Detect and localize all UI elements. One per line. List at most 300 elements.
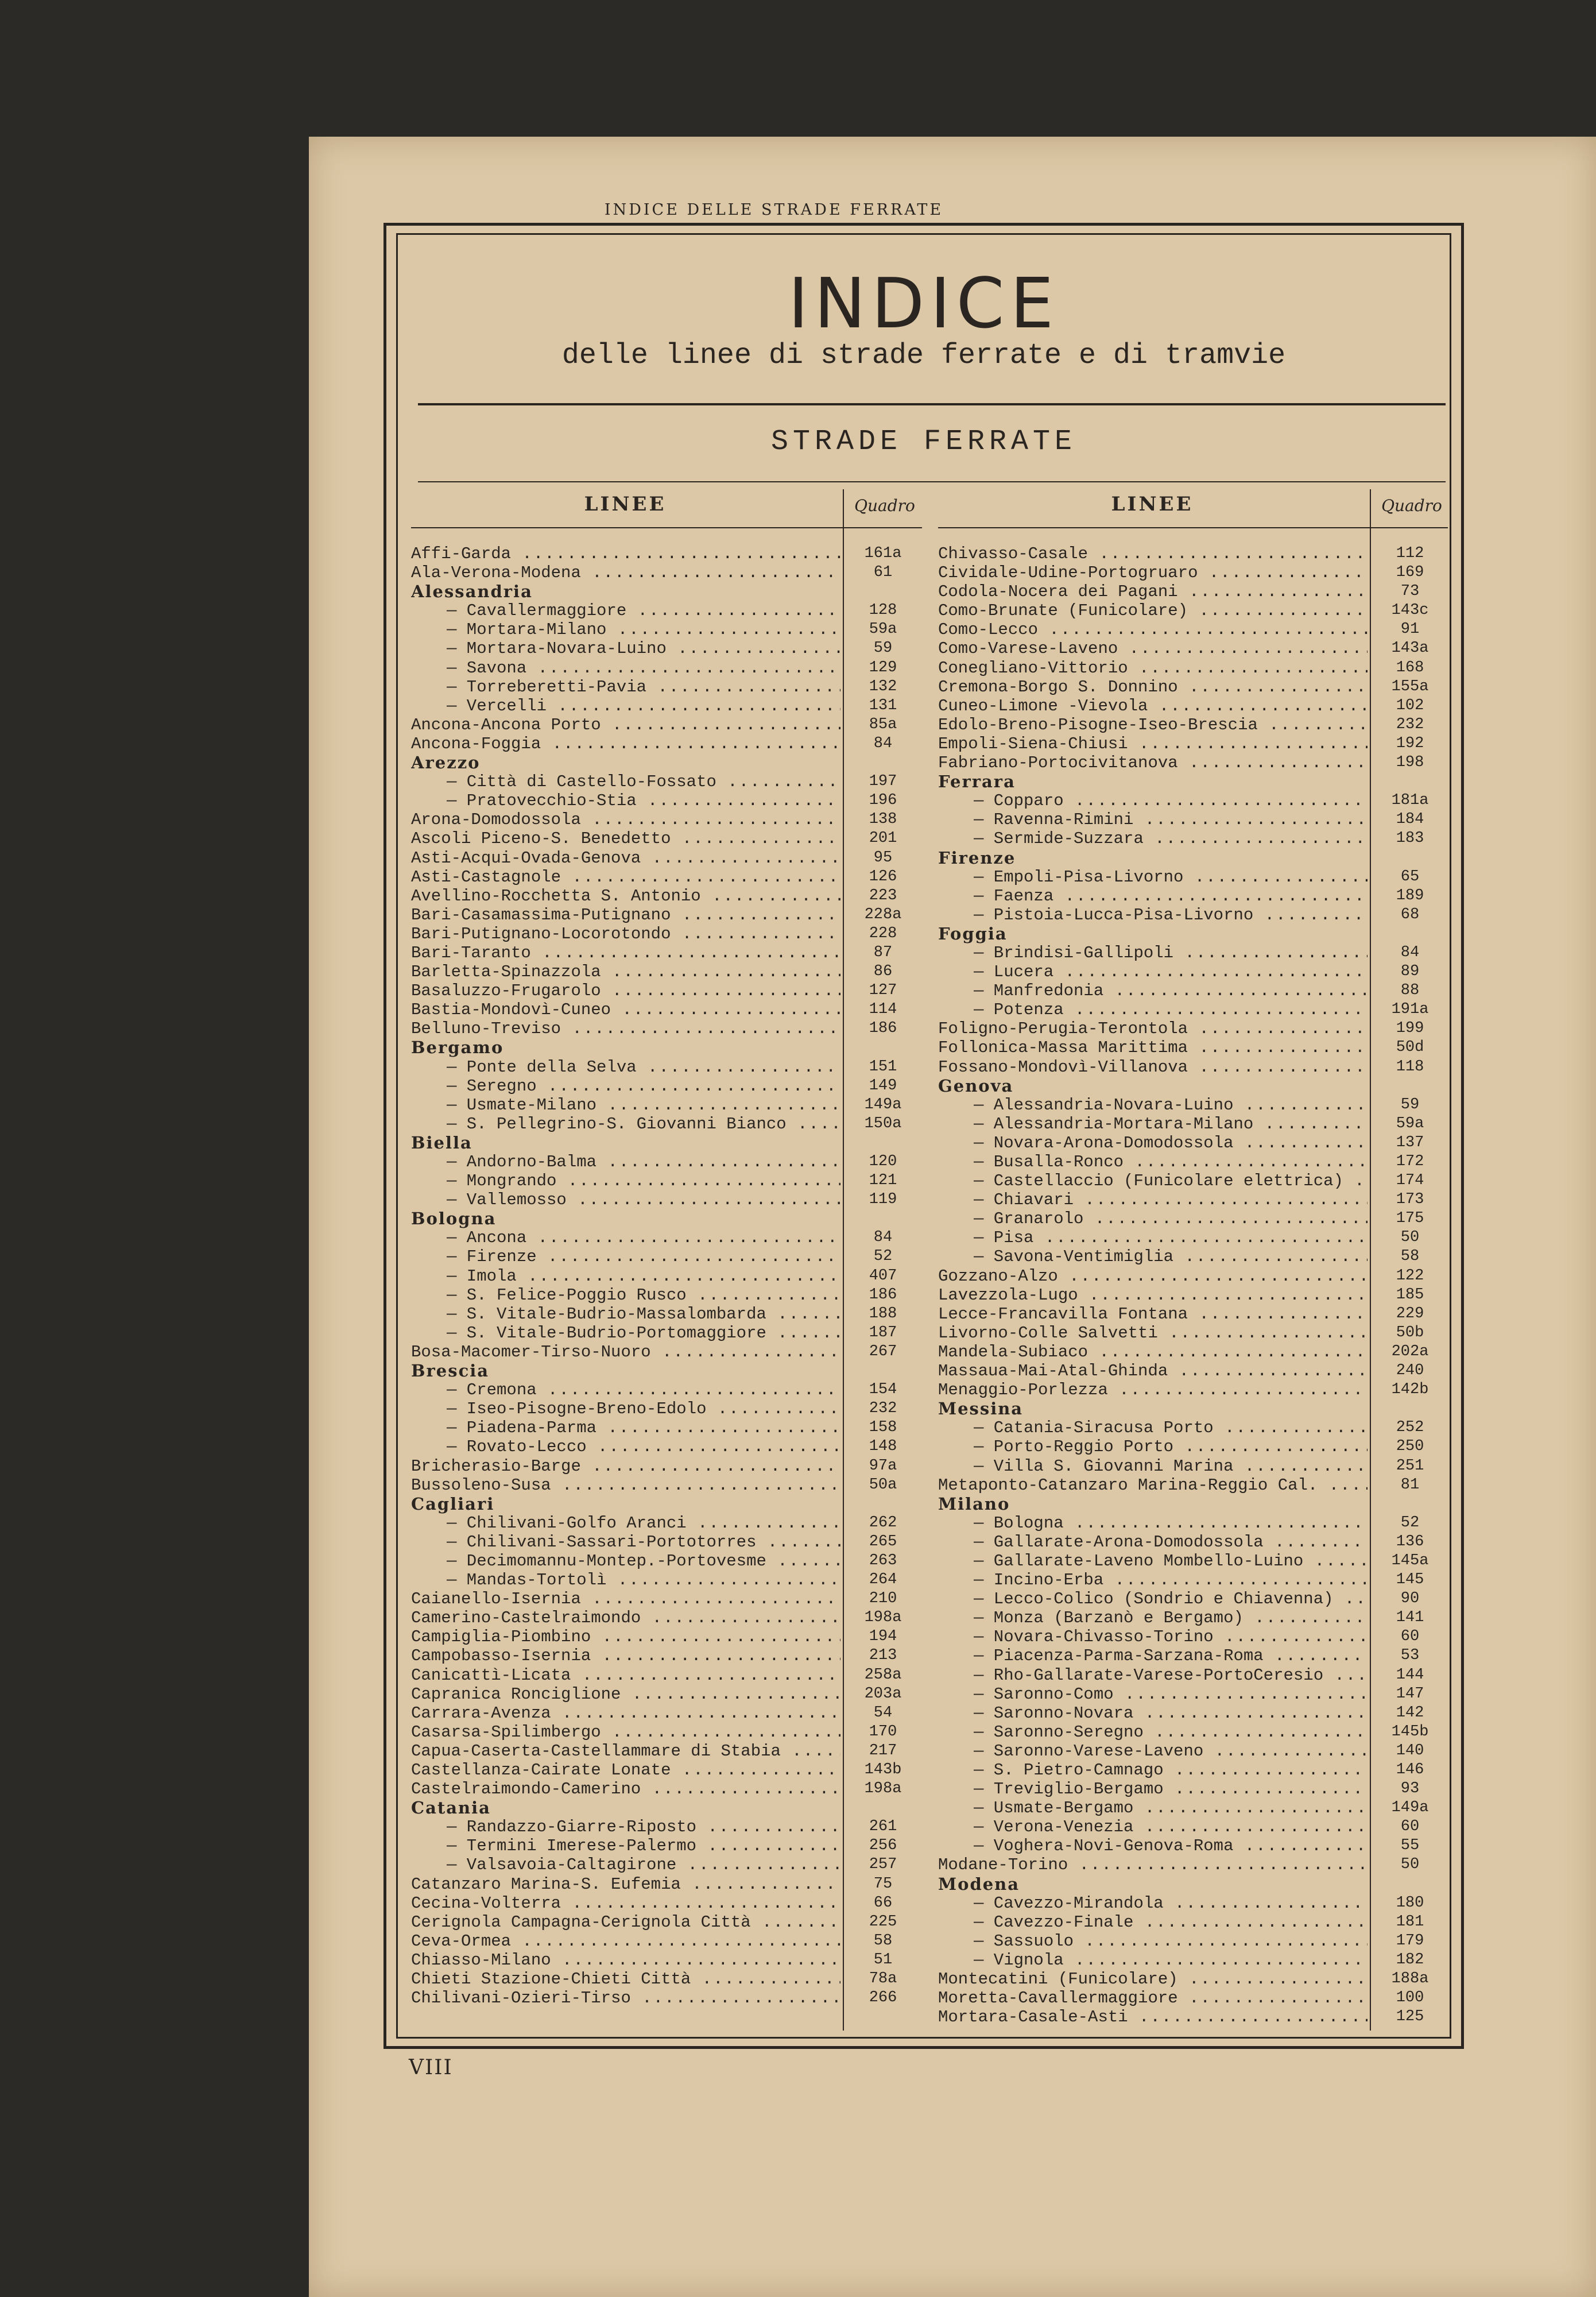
- quadro-number: 229: [1396, 1305, 1424, 1322]
- index-entry: [938, 2008, 1448, 2027]
- quadro-number: 54: [873, 1704, 893, 1722]
- quadro-number: 50b: [1396, 1324, 1424, 1341]
- index-entry: [411, 925, 922, 943]
- index-entry: [411, 981, 922, 1000]
- index-entry: [938, 1267, 1448, 1286]
- index-entry: [411, 659, 922, 678]
- line-name: — Potenza .....: [974, 1000, 1368, 1019]
- index-entry: [411, 601, 922, 620]
- line-name: — Cavezzo-Finale .....: [974, 1913, 1368, 1932]
- line-name: — Iseo-Pisogne-Breno-Edolo .....: [447, 1399, 840, 1418]
- line-name: — Pisa .....: [974, 1228, 1368, 1247]
- quadro-number: 191a: [1391, 1001, 1429, 1019]
- index-entry: [411, 1761, 922, 1780]
- line-name: Lecce-Francavilla Fontana .....: [938, 1305, 1368, 1324]
- line-name: Avellino-Rocchetta S. Antonio .....: [411, 887, 840, 906]
- index-group-heading: [411, 1038, 922, 1057]
- index-entry: [938, 1894, 1448, 1913]
- index-group-heading: [938, 1399, 1448, 1418]
- quadro-number: 127: [869, 982, 897, 1000]
- quadro-number: 192: [1396, 734, 1424, 752]
- index-entry: [938, 1780, 1448, 1799]
- quadro-number: 179: [1396, 1932, 1424, 1950]
- quadro-number: 73: [1400, 583, 1420, 601]
- index-entry: [411, 1571, 922, 1590]
- index-entry: [938, 791, 1448, 810]
- column-header-lines: LINEE: [584, 493, 667, 516]
- index-entry: [938, 1209, 1448, 1228]
- quadro-number: 225: [869, 1913, 897, 1931]
- line-name: — Pratovecchio-Stia .....: [447, 791, 840, 810]
- quadro-number: 188: [869, 1305, 897, 1322]
- line-name: Capranica Ronciglione .....: [411, 1685, 840, 1704]
- quadro-number: 147: [1396, 1685, 1424, 1703]
- index-group-heading: [411, 1362, 922, 1380]
- index-entry: [938, 697, 1448, 716]
- quadro-number: 50d: [1396, 1039, 1424, 1057]
- line-name: Codola-Nocera dei Pagani .....: [938, 582, 1368, 601]
- group-label: Messina: [938, 1399, 1024, 1419]
- line-name: — S. Felice-Poggio Rusco .....: [447, 1286, 840, 1305]
- line-name: — Villa S. Giovanni Marina .....: [974, 1457, 1368, 1476]
- quadro-number: 118: [1396, 1058, 1424, 1076]
- index-entry: [938, 659, 1448, 678]
- quadro-number: 197: [869, 773, 897, 791]
- line-name: — Usmate-Bergamo .....: [974, 1799, 1368, 1818]
- index-entry: [411, 1989, 922, 2008]
- index-entry: [938, 601, 1448, 620]
- line-name: Affi-Garda .....: [411, 544, 840, 563]
- quadro-number: 131: [869, 697, 897, 714]
- index-entry: [938, 1457, 1448, 1476]
- line-name: Livorno-Colle Salvetti .....: [938, 1324, 1368, 1343]
- index-group-heading: [938, 925, 1448, 943]
- group-label: Foggia: [938, 924, 1008, 943]
- quadro-number: 141: [1396, 1609, 1424, 1627]
- line-name: — Empoli-Pisa-Livorno .....: [974, 868, 1368, 887]
- line-name: Como-Brunate (Funicolare) .....: [938, 601, 1368, 620]
- line-name: — Mortara-Novara-Luino .....: [447, 639, 840, 658]
- index-entry: [938, 1286, 1448, 1305]
- quadro-number: 59: [873, 640, 893, 658]
- line-name: — Monza (Barzanò e Bergamo) .....: [974, 1608, 1368, 1627]
- line-name: Ancona-Ancona Porto .....: [411, 716, 840, 734]
- line-name: — Imola .....: [447, 1267, 840, 1286]
- quadro-number: 85a: [869, 716, 897, 733]
- quadro-number: 210: [869, 1590, 897, 1608]
- line-name: Follonica-Massa Marittima .....: [938, 1038, 1368, 1057]
- quadro-number: 138: [869, 811, 897, 829]
- index-entry: [938, 1476, 1448, 1495]
- index-entry: [938, 1134, 1448, 1153]
- line-name: — Faenza .....: [974, 887, 1368, 906]
- quadro-number: 84: [873, 734, 893, 752]
- index-entry: [411, 1666, 922, 1685]
- quadro-number: 257: [869, 1856, 897, 1874]
- line-name: Bari-Taranto .....: [411, 943, 840, 962]
- index-entry: [938, 1646, 1448, 1665]
- index-entry: [411, 943, 922, 962]
- line-name: — Vercelli .....: [447, 697, 840, 716]
- line-name: Foligno-Perugia-Terontola .....: [938, 1019, 1368, 1038]
- quadro-number: 266: [869, 1989, 897, 2007]
- index-group-heading: [411, 1799, 922, 1818]
- index-entry: [411, 678, 922, 697]
- quadro-number: 169: [1396, 564, 1424, 582]
- line-name: Cerignola Campagna-Cerignola Città .....: [411, 1913, 840, 1932]
- quadro-number: 185: [1396, 1286, 1424, 1304]
- line-name: — Bologna .....: [974, 1514, 1368, 1533]
- quadro-number: 89: [1400, 963, 1420, 981]
- line-name: Conegliano-Vittorio .....: [938, 659, 1368, 678]
- index-entry: [938, 1799, 1448, 1818]
- index-entry: [938, 1761, 1448, 1780]
- column-header-quadro: Quadro: [854, 496, 915, 515]
- index-entry: [411, 829, 922, 848]
- line-name: — Porto-Reggio Porto .....: [974, 1437, 1368, 1456]
- line-name: — Ravenna-Rimini .....: [974, 810, 1368, 829]
- index-entry: [938, 1627, 1448, 1646]
- line-name: — S. Pellegrino-S. Giovanni Bianco .....: [447, 1115, 840, 1134]
- line-name: — Treviglio-Bergamo .....: [974, 1780, 1368, 1799]
- line-name: — Catania-Siracusa Porto .....: [974, 1418, 1368, 1437]
- group-label: Bergamo: [411, 1038, 504, 1058]
- line-name: — Saronno-Seregno .....: [974, 1723, 1368, 1742]
- index-group-heading: [938, 1077, 1448, 1096]
- quadro-number: 142b: [1391, 1381, 1429, 1399]
- group-label: Catania: [411, 1799, 491, 1818]
- quadro-number: 143c: [1391, 602, 1429, 620]
- line-name: Asti-Castagnole .....: [411, 868, 840, 887]
- line-name: Asti-Acqui-Ovada-Genova .....: [411, 849, 840, 868]
- line-name: — Chilivani-Sassari-Portotorres .....: [447, 1533, 840, 1552]
- index-entry: [411, 1913, 922, 1932]
- quadro-number: 217: [869, 1742, 897, 1760]
- line-name: Bastia-Mondovì-Cuneo .....: [411, 1000, 840, 1019]
- quadro-number: 142: [1396, 1704, 1424, 1722]
- index-entry: [411, 563, 922, 582]
- quadro-number: 140: [1396, 1742, 1424, 1760]
- line-name: Caianello-Isernia .....: [411, 1590, 840, 1608]
- quadro-number: 203a: [864, 1685, 902, 1703]
- index-entry: [411, 1019, 922, 1038]
- group-label: Alessandria: [411, 582, 533, 602]
- quadro-number: 58: [1400, 1248, 1420, 1266]
- quadro-number: 55: [1400, 1837, 1420, 1855]
- line-name: — Rovato-Lecco .....: [447, 1437, 840, 1456]
- quadro-number: 256: [869, 1837, 897, 1855]
- index-entry: [411, 1096, 922, 1115]
- index-entry: [411, 1951, 922, 1970]
- index-entry: [411, 544, 922, 563]
- index-entry: [938, 906, 1448, 925]
- quadro-number: 53: [1400, 1647, 1420, 1665]
- index-entry: [938, 1171, 1448, 1190]
- quadro-number: 91: [1400, 621, 1420, 639]
- quadro-number: 196: [869, 792, 897, 810]
- line-name: Ascoli Piceno-S. Benedetto .....: [411, 829, 840, 848]
- line-name: — Novara-Arona-Domodossola .....: [974, 1134, 1368, 1153]
- index-entry: [411, 1457, 922, 1476]
- index-group-heading: [938, 1495, 1448, 1514]
- line-name: — Verona-Venezia .....: [974, 1818, 1368, 1836]
- column-header-lines: LINEE: [1111, 493, 1194, 516]
- index-entry: [938, 1932, 1448, 1951]
- quadro-number: 61: [873, 564, 893, 582]
- line-name: — Seregno .....: [447, 1077, 840, 1096]
- quadro-number: 120: [869, 1153, 897, 1170]
- index-entry: [938, 1723, 1448, 1742]
- index-entry: [938, 639, 1448, 658]
- line-name: Ceva-Ormea .....: [411, 1932, 840, 1951]
- line-name: — Ancona .....: [447, 1228, 840, 1247]
- index-entry: [938, 1437, 1448, 1456]
- index-entry: [411, 1247, 922, 1266]
- line-name: — Granarolo .....: [974, 1209, 1368, 1228]
- index-entry: [938, 887, 1448, 906]
- quadro-number: 97a: [869, 1457, 897, 1475]
- quadro-number: 149a: [864, 1096, 902, 1113]
- index-entry: [938, 620, 1448, 639]
- quadro-number: 129: [869, 659, 897, 676]
- line-name: — Lecco-Colico (Sondrio e Chiavenna) .....: [974, 1590, 1368, 1608]
- quadro-number: 121: [869, 1172, 897, 1190]
- line-name: — Città di Castello-Fossato .....: [447, 772, 840, 791]
- quadro-number: 52: [873, 1248, 893, 1266]
- index-entry: [938, 829, 1448, 848]
- line-name: — Vignola .....: [974, 1951, 1368, 1970]
- index-entry: [938, 1818, 1448, 1836]
- column-header: [411, 482, 922, 528]
- line-name: Mortara-Casale-Asti .....: [938, 2008, 1368, 2027]
- index-entry: [938, 1552, 1448, 1571]
- quadro-number: 132: [869, 678, 897, 695]
- index-group-heading: [411, 582, 922, 601]
- line-name: — Savona .....: [447, 659, 840, 678]
- line-name: — Copparo .....: [974, 791, 1368, 810]
- index-entry: [938, 1704, 1448, 1723]
- quadro-number: 170: [869, 1723, 897, 1741]
- quadro-number: 50: [1400, 1229, 1420, 1247]
- index-entry: [411, 716, 922, 734]
- quadro-number: 126: [869, 868, 897, 885]
- quadro-number: 145a: [1391, 1552, 1429, 1569]
- index-group-heading: [411, 1495, 922, 1514]
- quadro-number: 84: [1400, 943, 1420, 961]
- line-name: — Pistoia-Lucca-Pisa-Livorno .....: [974, 906, 1368, 925]
- line-name: Arona-Domodossola .....: [411, 810, 840, 829]
- quadro-number: 60: [1400, 1818, 1420, 1836]
- quadro-number: 143a: [1391, 640, 1429, 658]
- line-name: — S. Vitale-Budrio-Portomaggiore .....: [447, 1324, 840, 1343]
- line-name: Chieti Stazione-Chieti Città .....: [411, 1970, 840, 1989]
- quadro-number: 161a: [864, 545, 902, 562]
- page-title: INDICE: [788, 264, 1060, 344]
- quadro-number: 86: [873, 963, 893, 981]
- quadro-number: 252: [1396, 1419, 1424, 1437]
- quadro-number: 201: [869, 830, 897, 848]
- index-entry: [411, 1685, 922, 1704]
- index-column-left: [411, 482, 922, 2031]
- quadro-number: 68: [1400, 906, 1420, 923]
- quadro-number: 65: [1400, 868, 1420, 885]
- quadro-number: 172: [1396, 1153, 1424, 1170]
- running-head: INDICE DELLE STRADE FERRATE: [604, 201, 944, 219]
- line-name: — Sermide-Suzzara .....: [974, 829, 1368, 848]
- quadro-number: 184: [1396, 811, 1424, 829]
- index-entry: [938, 1380, 1448, 1399]
- index-entry: [411, 1780, 922, 1799]
- quadro-number: 119: [869, 1191, 897, 1209]
- line-name: Carrara-Avenza .....: [411, 1704, 840, 1723]
- index-entry: [411, 810, 922, 829]
- index-entry: [938, 563, 1448, 582]
- quadro-number: 262: [869, 1514, 897, 1532]
- index-entry: [411, 1590, 922, 1608]
- index-entry: [411, 1476, 922, 1495]
- line-name: Moretta-Cavallermaggiore .....: [938, 1989, 1368, 2008]
- quadro-number: 150a: [864, 1115, 902, 1132]
- line-name: Catanzaro Marina-S. Eufemia .....: [411, 1875, 840, 1894]
- index-group-heading: [411, 1209, 922, 1228]
- index-entry: [938, 962, 1448, 981]
- index-entry: [411, 1115, 922, 1134]
- line-name: — Alessandria-Mortara-Milano .....: [974, 1115, 1368, 1134]
- quadro-number: 198a: [864, 1780, 902, 1798]
- quadro-number: 136: [1396, 1533, 1424, 1550]
- line-name: — Mortara-Milano .....: [447, 620, 840, 639]
- line-name: — Saronno-Varese-Laveno .....: [974, 1742, 1368, 1761]
- index-entry: [938, 734, 1448, 753]
- index-entry: [938, 1608, 1448, 1627]
- line-name: — Piadena-Parma .....: [447, 1418, 840, 1437]
- quadro-number: 102: [1396, 697, 1424, 714]
- line-name: Campiglia-Piombino .....: [411, 1627, 840, 1646]
- line-name: Bari-Putignano-Locorotondo .....: [411, 925, 840, 943]
- index-entry: [938, 981, 1448, 1000]
- index-entry: [938, 1019, 1448, 1038]
- index-entry: [938, 1855, 1448, 1874]
- line-name: — Vallemosso .....: [447, 1190, 840, 1209]
- group-label: Bologna: [411, 1209, 497, 1229]
- quadro-number: 250: [1396, 1438, 1424, 1456]
- quadro-number: 137: [1396, 1134, 1424, 1151]
- quadro-number: 181a: [1391, 792, 1429, 810]
- quadro-number: 189: [1396, 887, 1424, 904]
- quadro-number: 213: [869, 1647, 897, 1665]
- quadro-number: 173: [1396, 1191, 1424, 1209]
- quadro-number: 149: [869, 1077, 897, 1095]
- index-entry: [411, 1305, 922, 1324]
- line-name: — Lucera .....: [974, 962, 1368, 981]
- index-entry: [411, 1533, 922, 1552]
- index-entry: [411, 1608, 922, 1627]
- index-list: [411, 544, 922, 2008]
- index-entry: [938, 810, 1448, 829]
- index-entry: [411, 1646, 922, 1665]
- index-entry: [411, 1704, 922, 1723]
- quadro-number: 267: [869, 1343, 897, 1360]
- line-name: Bari-Casamassima-Putignano .....: [411, 906, 840, 925]
- line-name: — S. Pietro-Camnago .....: [974, 1761, 1368, 1780]
- index-column-right: [938, 482, 1448, 2031]
- index-entry: [938, 1533, 1448, 1552]
- line-name: — Valsavoia-Caltagirone .....: [447, 1855, 840, 1874]
- quadro-number: 188a: [1391, 1970, 1429, 1988]
- quadro-number: 90: [1400, 1590, 1420, 1608]
- quadro-number: 151: [869, 1058, 897, 1076]
- index-entry: [411, 1343, 922, 1362]
- line-name: — Alessandria-Novara-Luino .....: [974, 1096, 1368, 1115]
- quadro-number: 181: [1396, 1913, 1424, 1931]
- line-name: Campobasso-Isernia .....: [411, 1646, 840, 1665]
- line-name: — Cremona .....: [447, 1380, 840, 1399]
- index-entry: [938, 1228, 1448, 1247]
- line-name: Chivasso-Casale .....: [938, 544, 1368, 563]
- quadro-number: 186: [869, 1020, 897, 1038]
- quadro-number: 143b: [864, 1761, 902, 1778]
- quadro-number: 50: [1400, 1856, 1420, 1874]
- line-name: Bosa-Macomer-Tirso-Nuoro .....: [411, 1343, 840, 1362]
- index-entry: [411, 1058, 922, 1077]
- quadro-number: 145b: [1391, 1723, 1429, 1741]
- index-entry: [411, 1171, 922, 1190]
- line-name: — Decimomannu-Montep.-Portovesme .....: [447, 1552, 840, 1571]
- index-entry: [411, 1437, 922, 1456]
- page-number: VIII: [409, 2056, 453, 2079]
- index-entry: [411, 1932, 922, 1951]
- quadro-number: 59: [1400, 1096, 1420, 1113]
- group-label: Cagliari: [411, 1494, 495, 1514]
- quadro-number: 198: [1396, 754, 1424, 772]
- group-label: Modena: [938, 1874, 1020, 1894]
- index-entry: [411, 1875, 922, 1894]
- line-name: Castelraimondo-Camerino .....: [411, 1780, 840, 1799]
- quadro-number: 175: [1396, 1210, 1424, 1228]
- index-entry: [411, 1228, 922, 1247]
- quadro-number: 66: [873, 1894, 893, 1912]
- line-name: Como-Lecco .....: [938, 620, 1368, 639]
- quadro-number: 81: [1400, 1476, 1420, 1494]
- line-name: — S. Vitale-Budrio-Massalombarda .....: [447, 1305, 840, 1324]
- index-entry: [938, 1190, 1448, 1209]
- quadro-number: 78a: [869, 1970, 897, 1988]
- line-name: Cuneo-Limone -Vievola .....: [938, 697, 1368, 716]
- index-entry: [938, 1742, 1448, 1761]
- group-label: Firenze: [938, 848, 1016, 868]
- line-name: — Castellaccio (Funicolare elettrica) .....: [974, 1171, 1368, 1190]
- line-name: — Firenze .....: [447, 1247, 840, 1266]
- line-name: — Termini Imerese-Palermo .....: [447, 1836, 840, 1855]
- index-entry: [938, 1343, 1448, 1362]
- index-entry: [938, 678, 1448, 697]
- line-name: Fossano-Mondovì-Villanova .....: [938, 1058, 1368, 1077]
- line-name: Montecatini (Funicolare) .....: [938, 1970, 1368, 1989]
- line-name: Cremona-Borgo S. Donnino .....: [938, 678, 1368, 697]
- index-entry: [411, 1324, 922, 1343]
- index-group-heading: [411, 753, 922, 772]
- line-name: — Mongrando .....: [447, 1171, 840, 1190]
- line-name: Ala-Verona-Modena .....: [411, 563, 840, 582]
- line-name: — Saronno-Como .....: [974, 1685, 1368, 1704]
- line-name: — Sassuolo .....: [974, 1932, 1368, 1951]
- index-entry: [411, 1514, 922, 1533]
- index-group-heading: [938, 1875, 1448, 1894]
- line-name: Gozzano-Alzo .....: [938, 1267, 1368, 1286]
- line-name: Belluno-Treviso .....: [411, 1019, 840, 1038]
- quadro-number: 199: [1396, 1020, 1424, 1038]
- index-entry: [938, 1115, 1448, 1134]
